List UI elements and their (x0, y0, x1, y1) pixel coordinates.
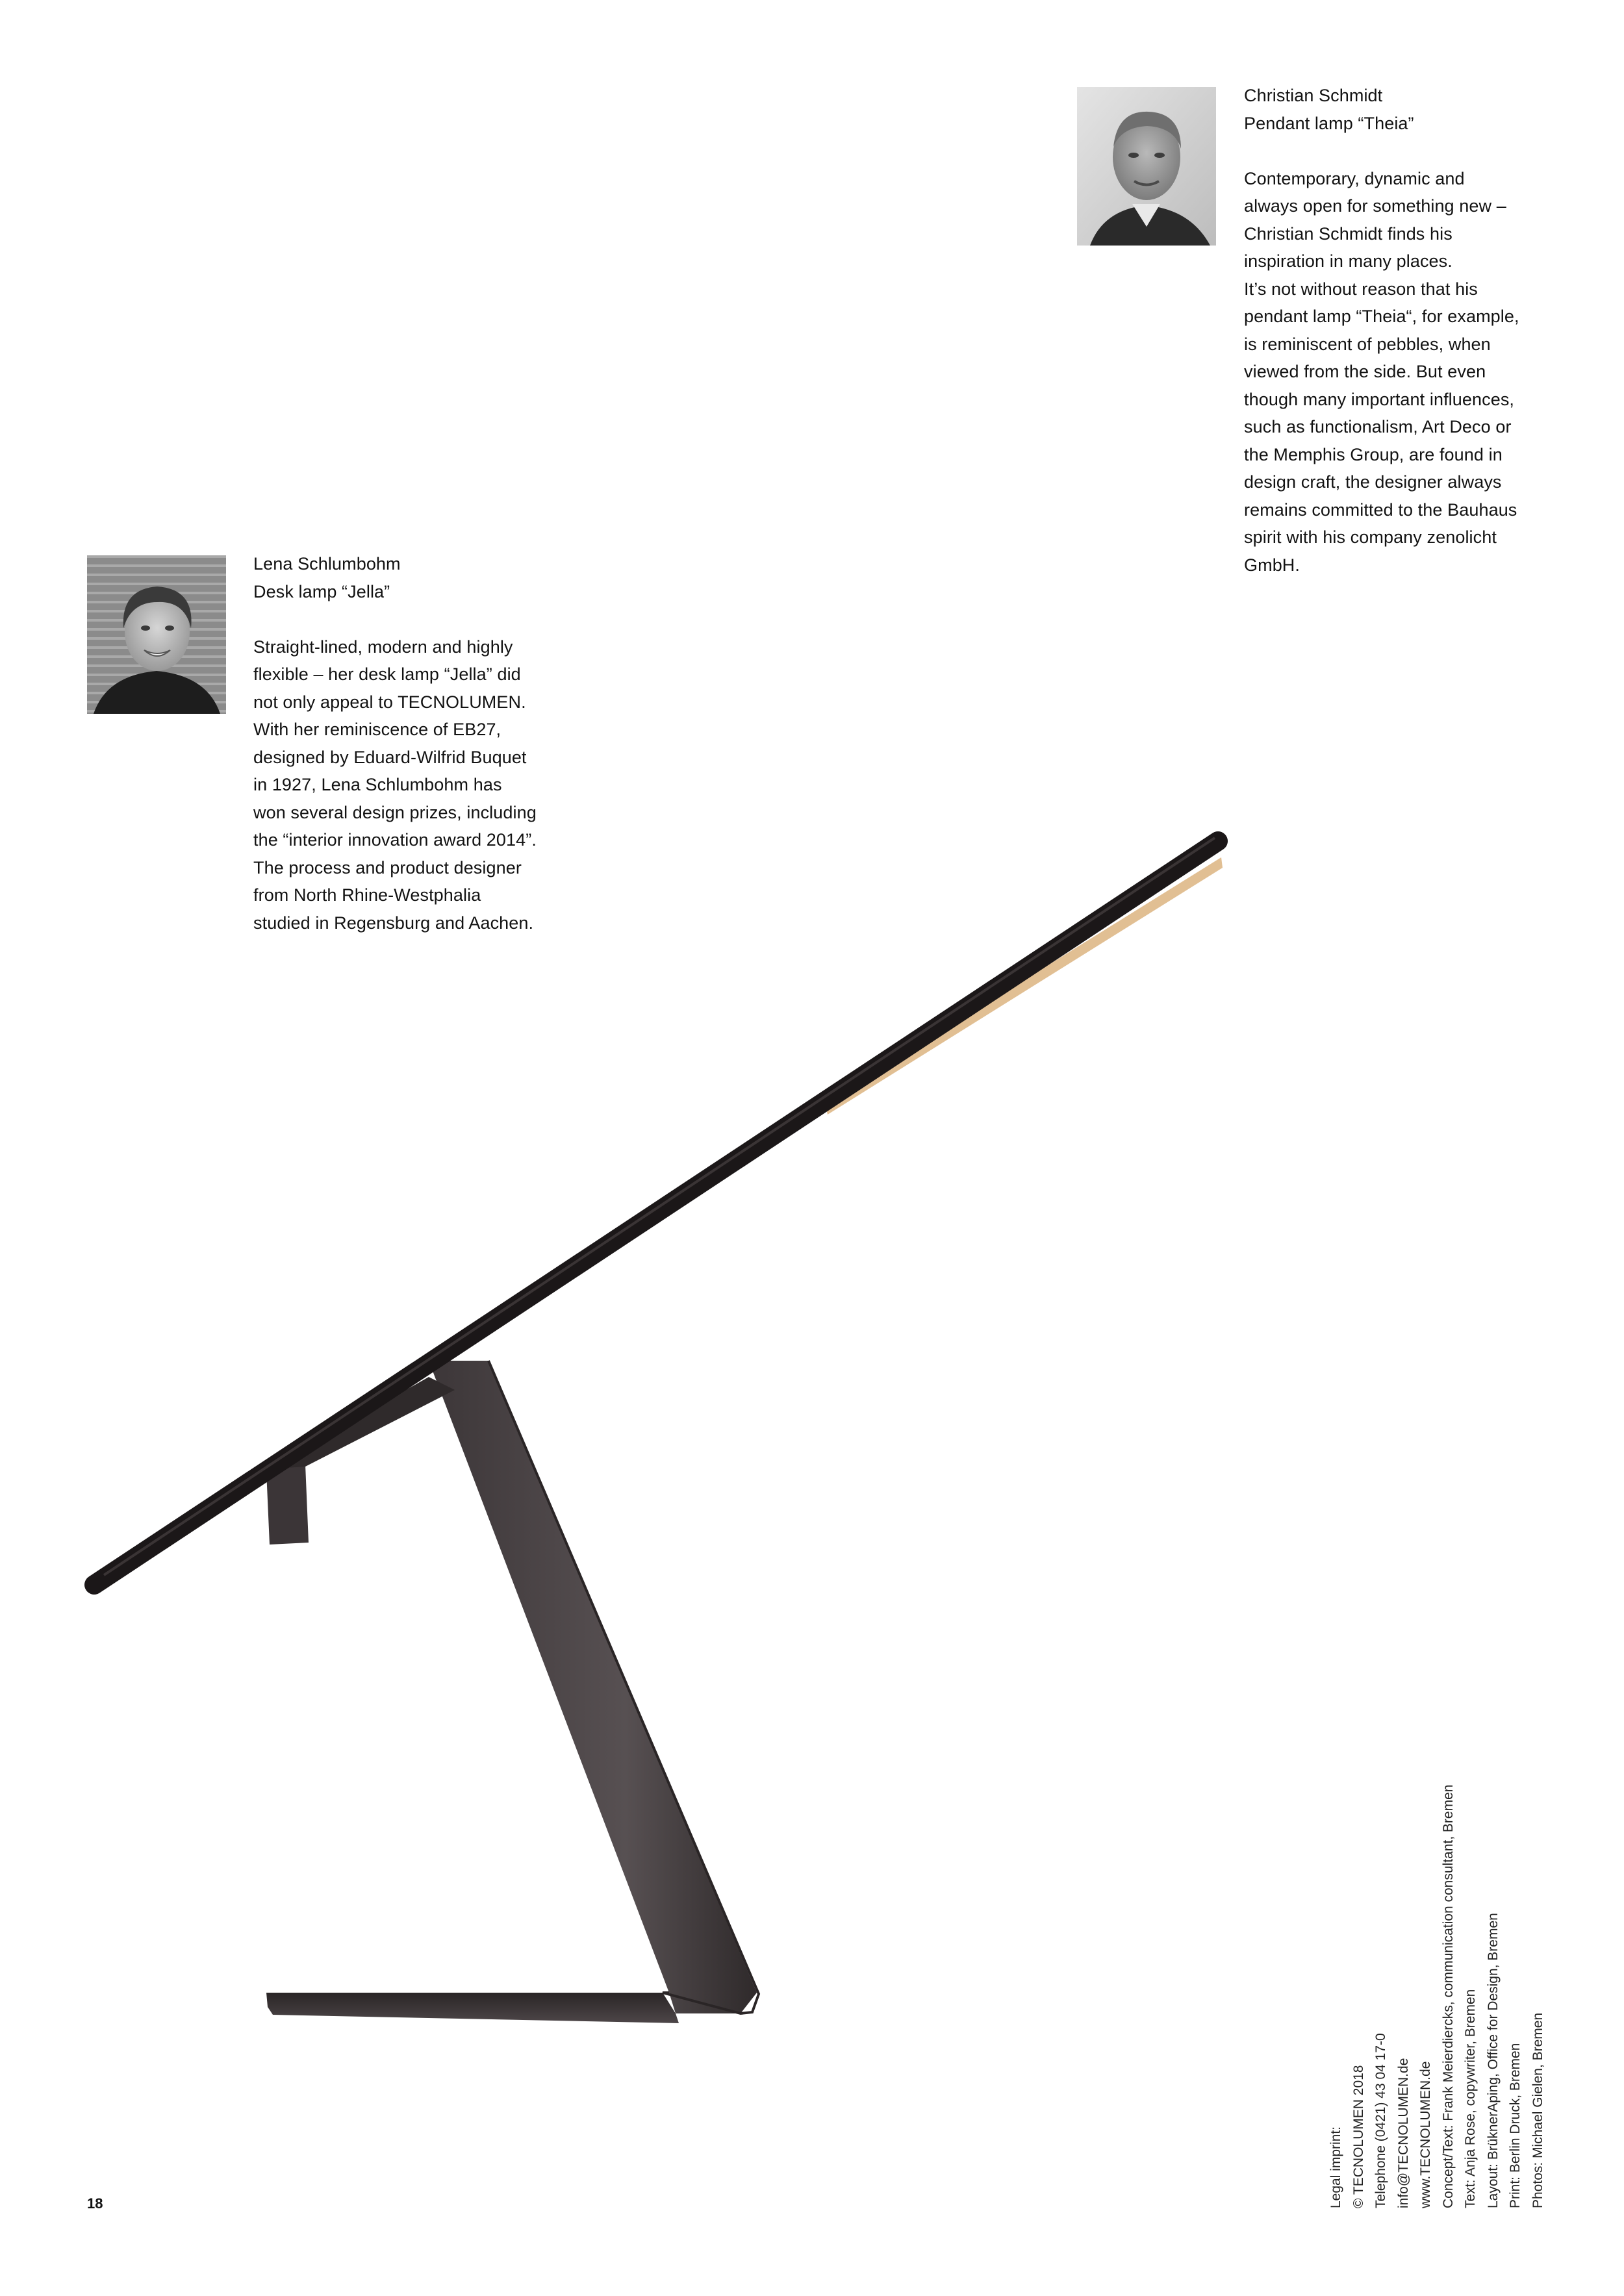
bio-line: won several design prizes, including (253, 802, 537, 822)
designer-name: Lena Schlumbohm (253, 554, 401, 574)
imprint-line: Print: Berlin Druck, Bremen (1508, 2043, 1523, 2208)
imprint-line: © TECNOLUMEN 2018 (1351, 2065, 1366, 2208)
bio-line: inspiration in many places. (1244, 251, 1453, 271)
designer-product: Desk lamp “Jella” (253, 581, 390, 601)
bio-line: flexible – her desk lamp “Jella” did (253, 664, 521, 684)
bio-line: It’s not without reason that his (1244, 279, 1478, 299)
imprint-email-link[interactable]: info@TECNOLUMEN.de (1395, 2058, 1411, 2208)
imprint-line: Text: Anja Rose, copywriter, Bremen (1463, 1989, 1478, 2208)
bio-line: studied in Regensburg and Aachen. (253, 913, 534, 933)
imprint-line: Concept/Text: Frank Meierdiercks, communication consultant, Bremen (1440, 1784, 1456, 2208)
bio-line: GmbH. (1244, 555, 1300, 575)
lamp-glow (825, 857, 1223, 1115)
bio-line: designed by Eduard-Wilfrid Buquet (253, 747, 527, 767)
lamp-arm-highlight (104, 838, 1215, 1575)
bio-line: remains committed to the Bauhaus (1244, 499, 1517, 520)
lamp-body (429, 1361, 757, 2013)
bio-line: The process and product designer (253, 857, 522, 877)
imprint-line: Layout: BrüknerAping, Office for Design, Bremen (1485, 1913, 1501, 2208)
bio-line: the “interior innovation award 2014”. (253, 830, 537, 850)
designer-name: Christian Schmidt (1244, 86, 1383, 105)
designer-product: Pendant lamp “Theia” (1244, 113, 1414, 133)
bio-line: design craft, the designer always (1244, 472, 1502, 492)
lamp-arm (94, 841, 1218, 1585)
imprint-line: Legal imprint: (1328, 2126, 1343, 2208)
bio-line: the Memphis Group, are found in (1244, 444, 1503, 464)
bio-line: Contemporary, dynamic and (1244, 168, 1465, 188)
imprint-website-link[interactable]: www.TECNOLUMEN.de (1418, 2061, 1433, 2208)
bio-line: in 1927, Lena Schlumbohm has (253, 775, 502, 794)
bio-line: though many important influences, (1244, 389, 1515, 409)
bio-line: from North Rhine-Westphalia (253, 885, 481, 905)
bio-line: is reminiscent of pebbles, when (1244, 334, 1491, 354)
bio-line: Christian Schmidt finds his (1244, 223, 1453, 244)
bio-line: Straight-lined, modern and highly (253, 637, 513, 657)
imprint-line: Photos: Michael Gielen, Bremen (1530, 2012, 1545, 2208)
bio-line: such as functionalism, Art Deco or (1244, 417, 1512, 436)
bio-line: always open for something new – (1244, 196, 1506, 216)
bio-line: spirit with his company zenolicht (1244, 527, 1497, 547)
lamp-base (266, 1993, 679, 2023)
bio-line: With her reminiscence of EB27, (253, 720, 501, 739)
page-number: 18 (87, 2195, 103, 2212)
bio-line: pendant lamp “Theia“, for example, (1244, 307, 1519, 326)
bio-line: not only appeal to TECNOLUMEN. (253, 692, 526, 712)
imprint-line: Telephone (0421) 43 04 17-0 (1373, 2033, 1388, 2208)
bio-line: viewed from the side. But even (1244, 362, 1486, 381)
